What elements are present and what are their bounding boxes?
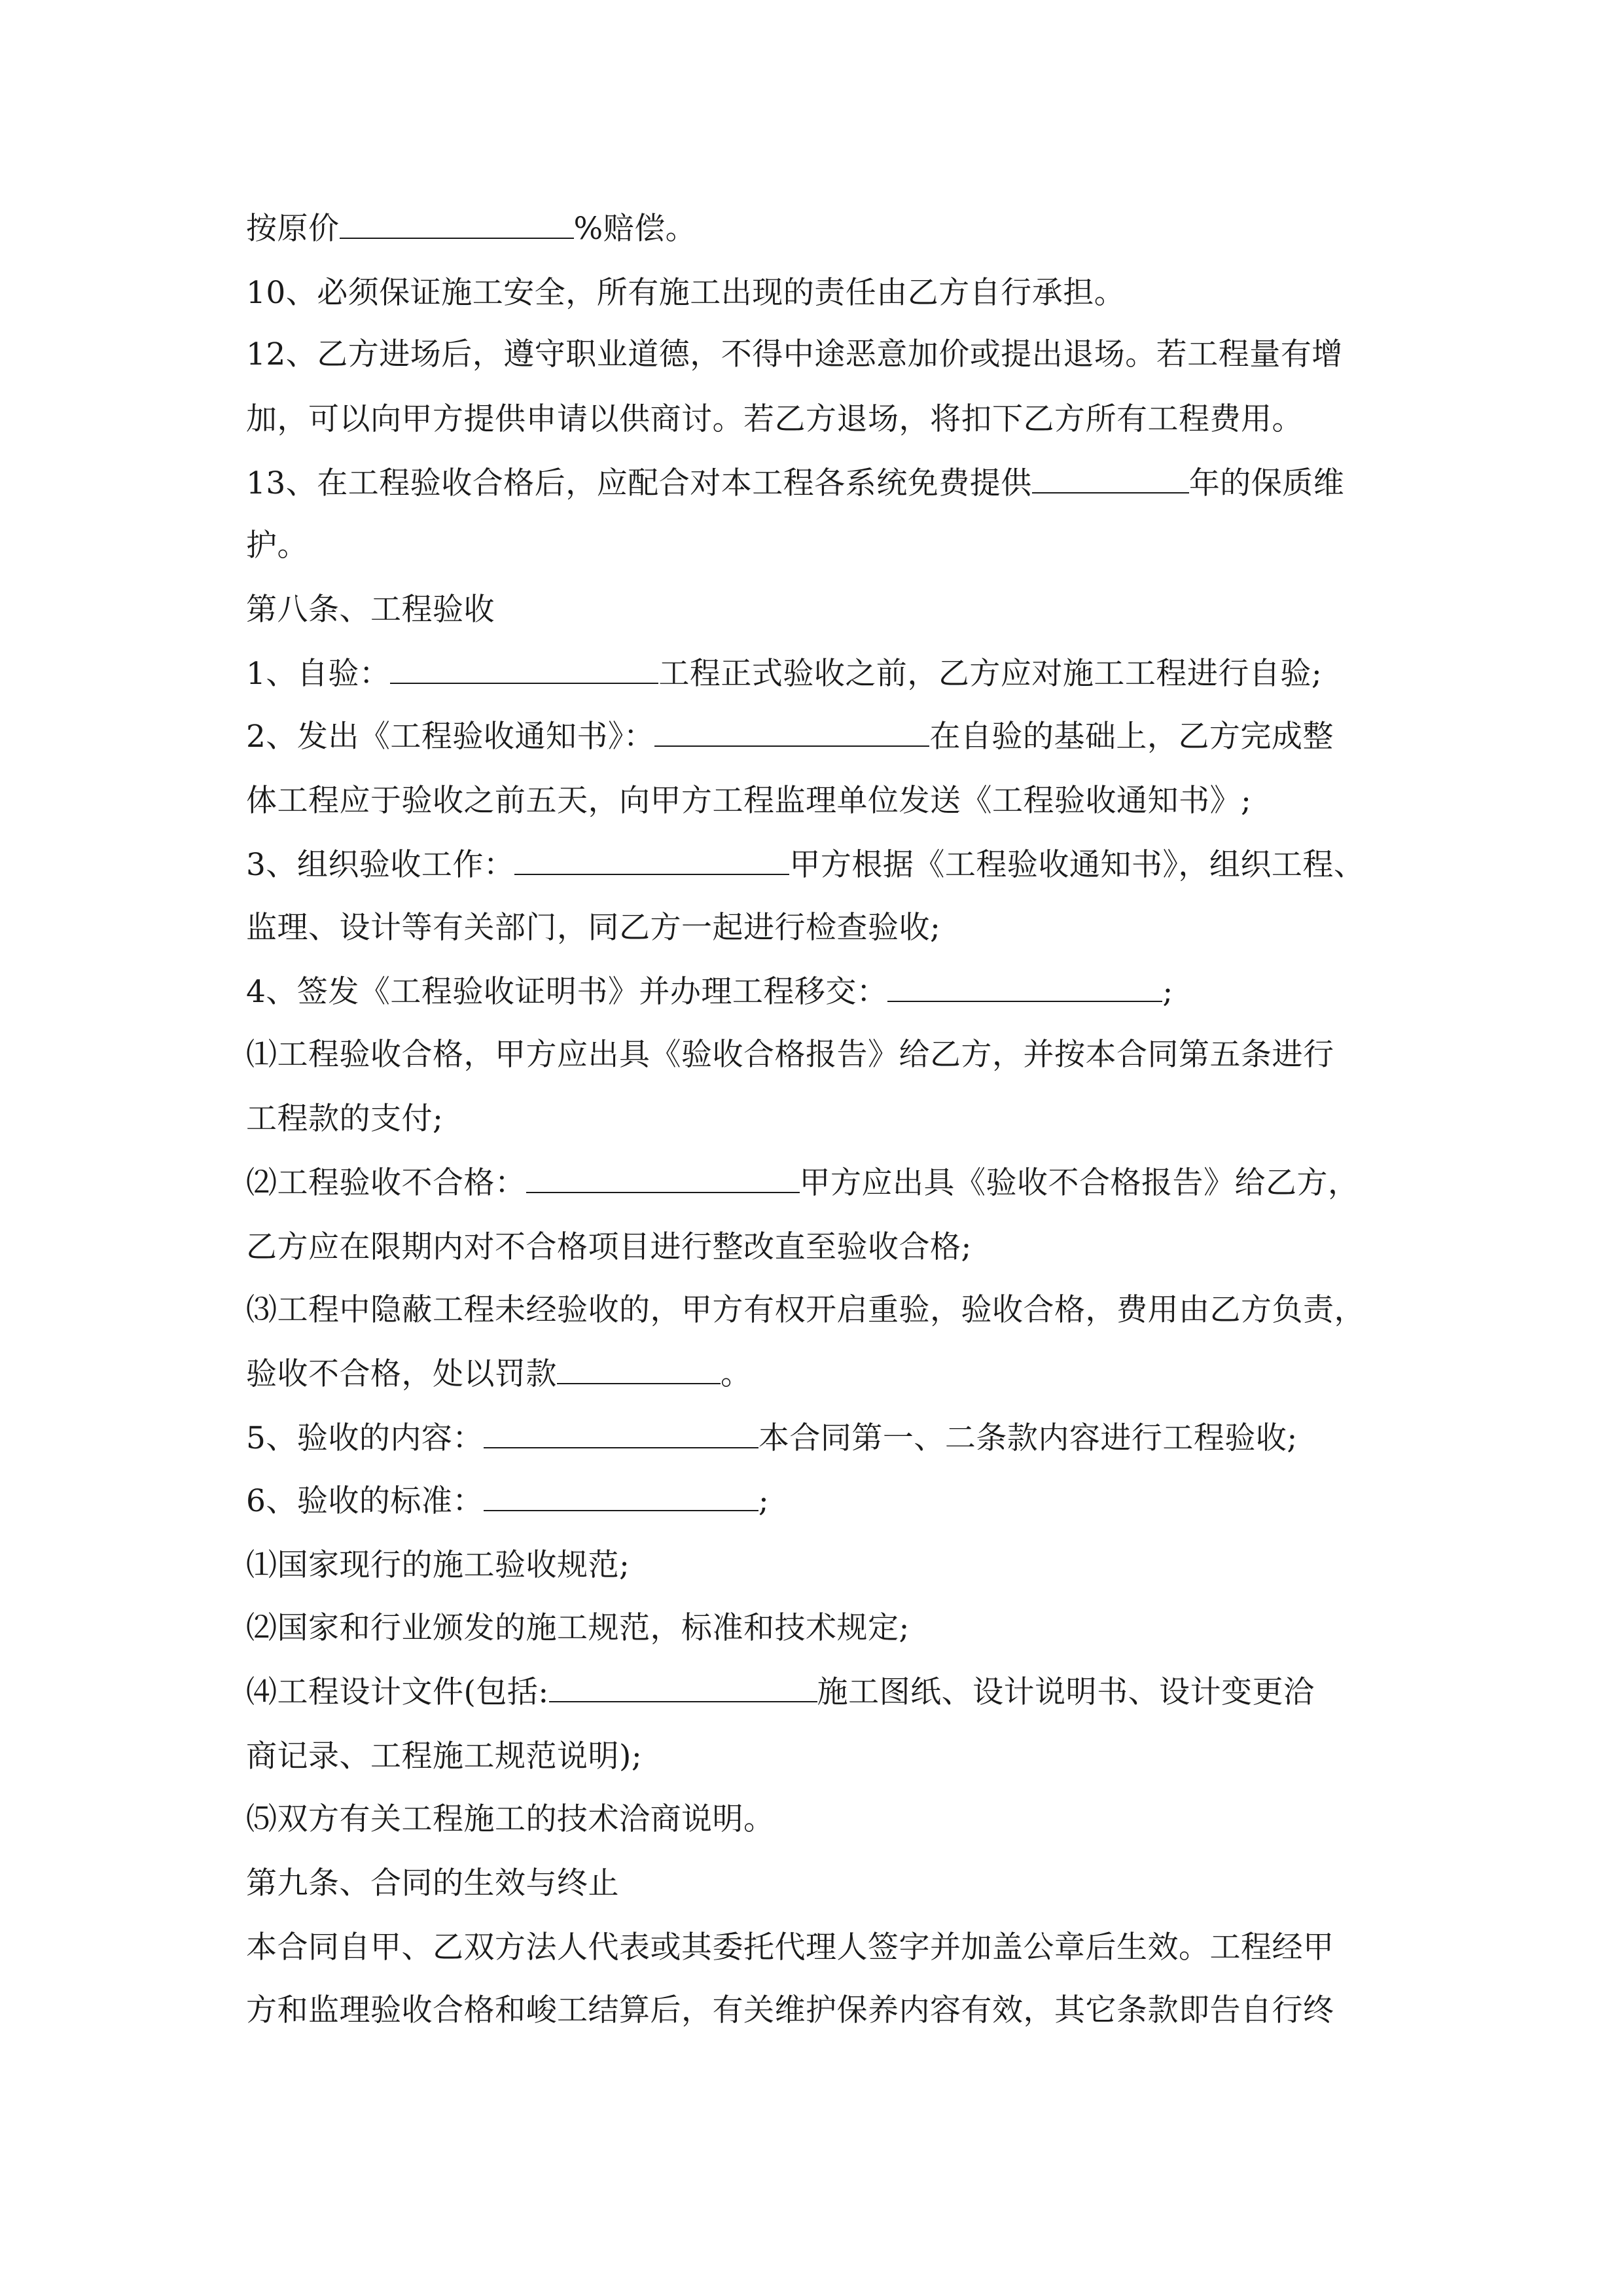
text-line: 12、乙方进场后，遵守职业道德，不得中途恶意加价或提出退场。若工程量有增: [246, 336, 1343, 372]
fill-blank: [484, 1484, 758, 1511]
text-line: 体工程应于验收之前五天，向甲方工程监理单位发送《工程验收通知书》;: [246, 783, 1252, 819]
text-line: ⑴国家现行的施工验收规范;: [246, 1547, 630, 1583]
text-line: 5、验收的内容： 本合同第一、二条款内容进行工程验收;: [246, 1420, 1298, 1456]
text-line: ⑷工程设计文件(包括: 施工图纸、设计说明书、设计变更洽: [246, 1674, 1315, 1710]
fill-blank: [514, 848, 789, 875]
fill-blank: [1032, 466, 1189, 493]
fill-blank: [549, 1675, 817, 1702]
text-line: 方和监理验收合格和峻工结算后，有关维护保养内容有效，其它条款即告自行终: [246, 1992, 1334, 2028]
text-line: 2、发出《工程验收通知书》： 在自验的基础上，乙方完成整: [246, 719, 1334, 755]
text-line: ⑵国家和行业颁发的施工规范，标准和技术规定;: [246, 1610, 910, 1646]
text-line: ⑸双方有关工程施工的技术洽商说明。: [246, 1801, 775, 1837]
section-heading: 第九条、合同的生效与终止: [246, 1865, 619, 1901]
fill-blank: [484, 1421, 758, 1448]
text-line: 本合同自甲、乙双方法人代表或其委托代理人签字并加盖公章后生效。工程经甲: [246, 1929, 1334, 1965]
text-line: 商记录、工程施工规范说明);: [246, 1738, 643, 1774]
fill-blank: [557, 1357, 721, 1384]
text-line: 4、签发《工程验收证明书》并办理工程移交： ;: [246, 974, 1173, 1010]
text-line: 1、自验： 工程正式验收之前，乙方应对施工工程进行自验;: [246, 656, 1323, 692]
text-line: 13、在工程验收合格后，应配合对本工程各系统免费提供 年的保质维: [246, 465, 1345, 501]
text-line: 护。: [246, 528, 308, 564]
section-heading: 第八条、工程验收: [246, 592, 495, 628]
text-line: ⑵工程验收不合格： 甲方应出具《验收不合格报告》给乙方，: [246, 1165, 1359, 1201]
text-line: 6、验收的标准： ;: [246, 1483, 770, 1519]
fill-blank: [654, 719, 929, 747]
text-line: 乙方应在限期内对不合格项目进行整改直至验收合格;: [246, 1229, 972, 1265]
text-line: ⑴工程验收合格，甲方应出具《验收合格报告》给乙方，并按本合同第五条进行: [246, 1037, 1334, 1073]
text-line: 3、组织验收工作： 甲方根据《工程验收通知书》，组织工程、: [246, 847, 1365, 883]
text-line: 验收不合格，处以罚款 。: [246, 1356, 752, 1392]
text-line: 工程款的支付;: [246, 1101, 444, 1137]
text-line: 监理、设计等有关部门，同乙方一起进行检查验收;: [246, 910, 941, 946]
fill-blank: [887, 975, 1162, 1002]
text-line: 按原价 %赔偿。: [246, 211, 697, 247]
text-line: 10、必须保证施工安全，所有施工出现的责任由乙方自行承担。: [246, 275, 1126, 311]
fill-blank: [390, 656, 658, 684]
fill-blank: [526, 1166, 800, 1193]
fill-blank: [340, 211, 574, 239]
text-line: 加，可以向甲方提供申请以供商讨。若乙方退场，将扣下乙方所有工程费用。: [246, 401, 1303, 437]
text-line: ⑶工程中隐蔽工程未经验收的，甲方有权开启重验，验收合格，费用由乙方负责，: [246, 1292, 1365, 1328]
